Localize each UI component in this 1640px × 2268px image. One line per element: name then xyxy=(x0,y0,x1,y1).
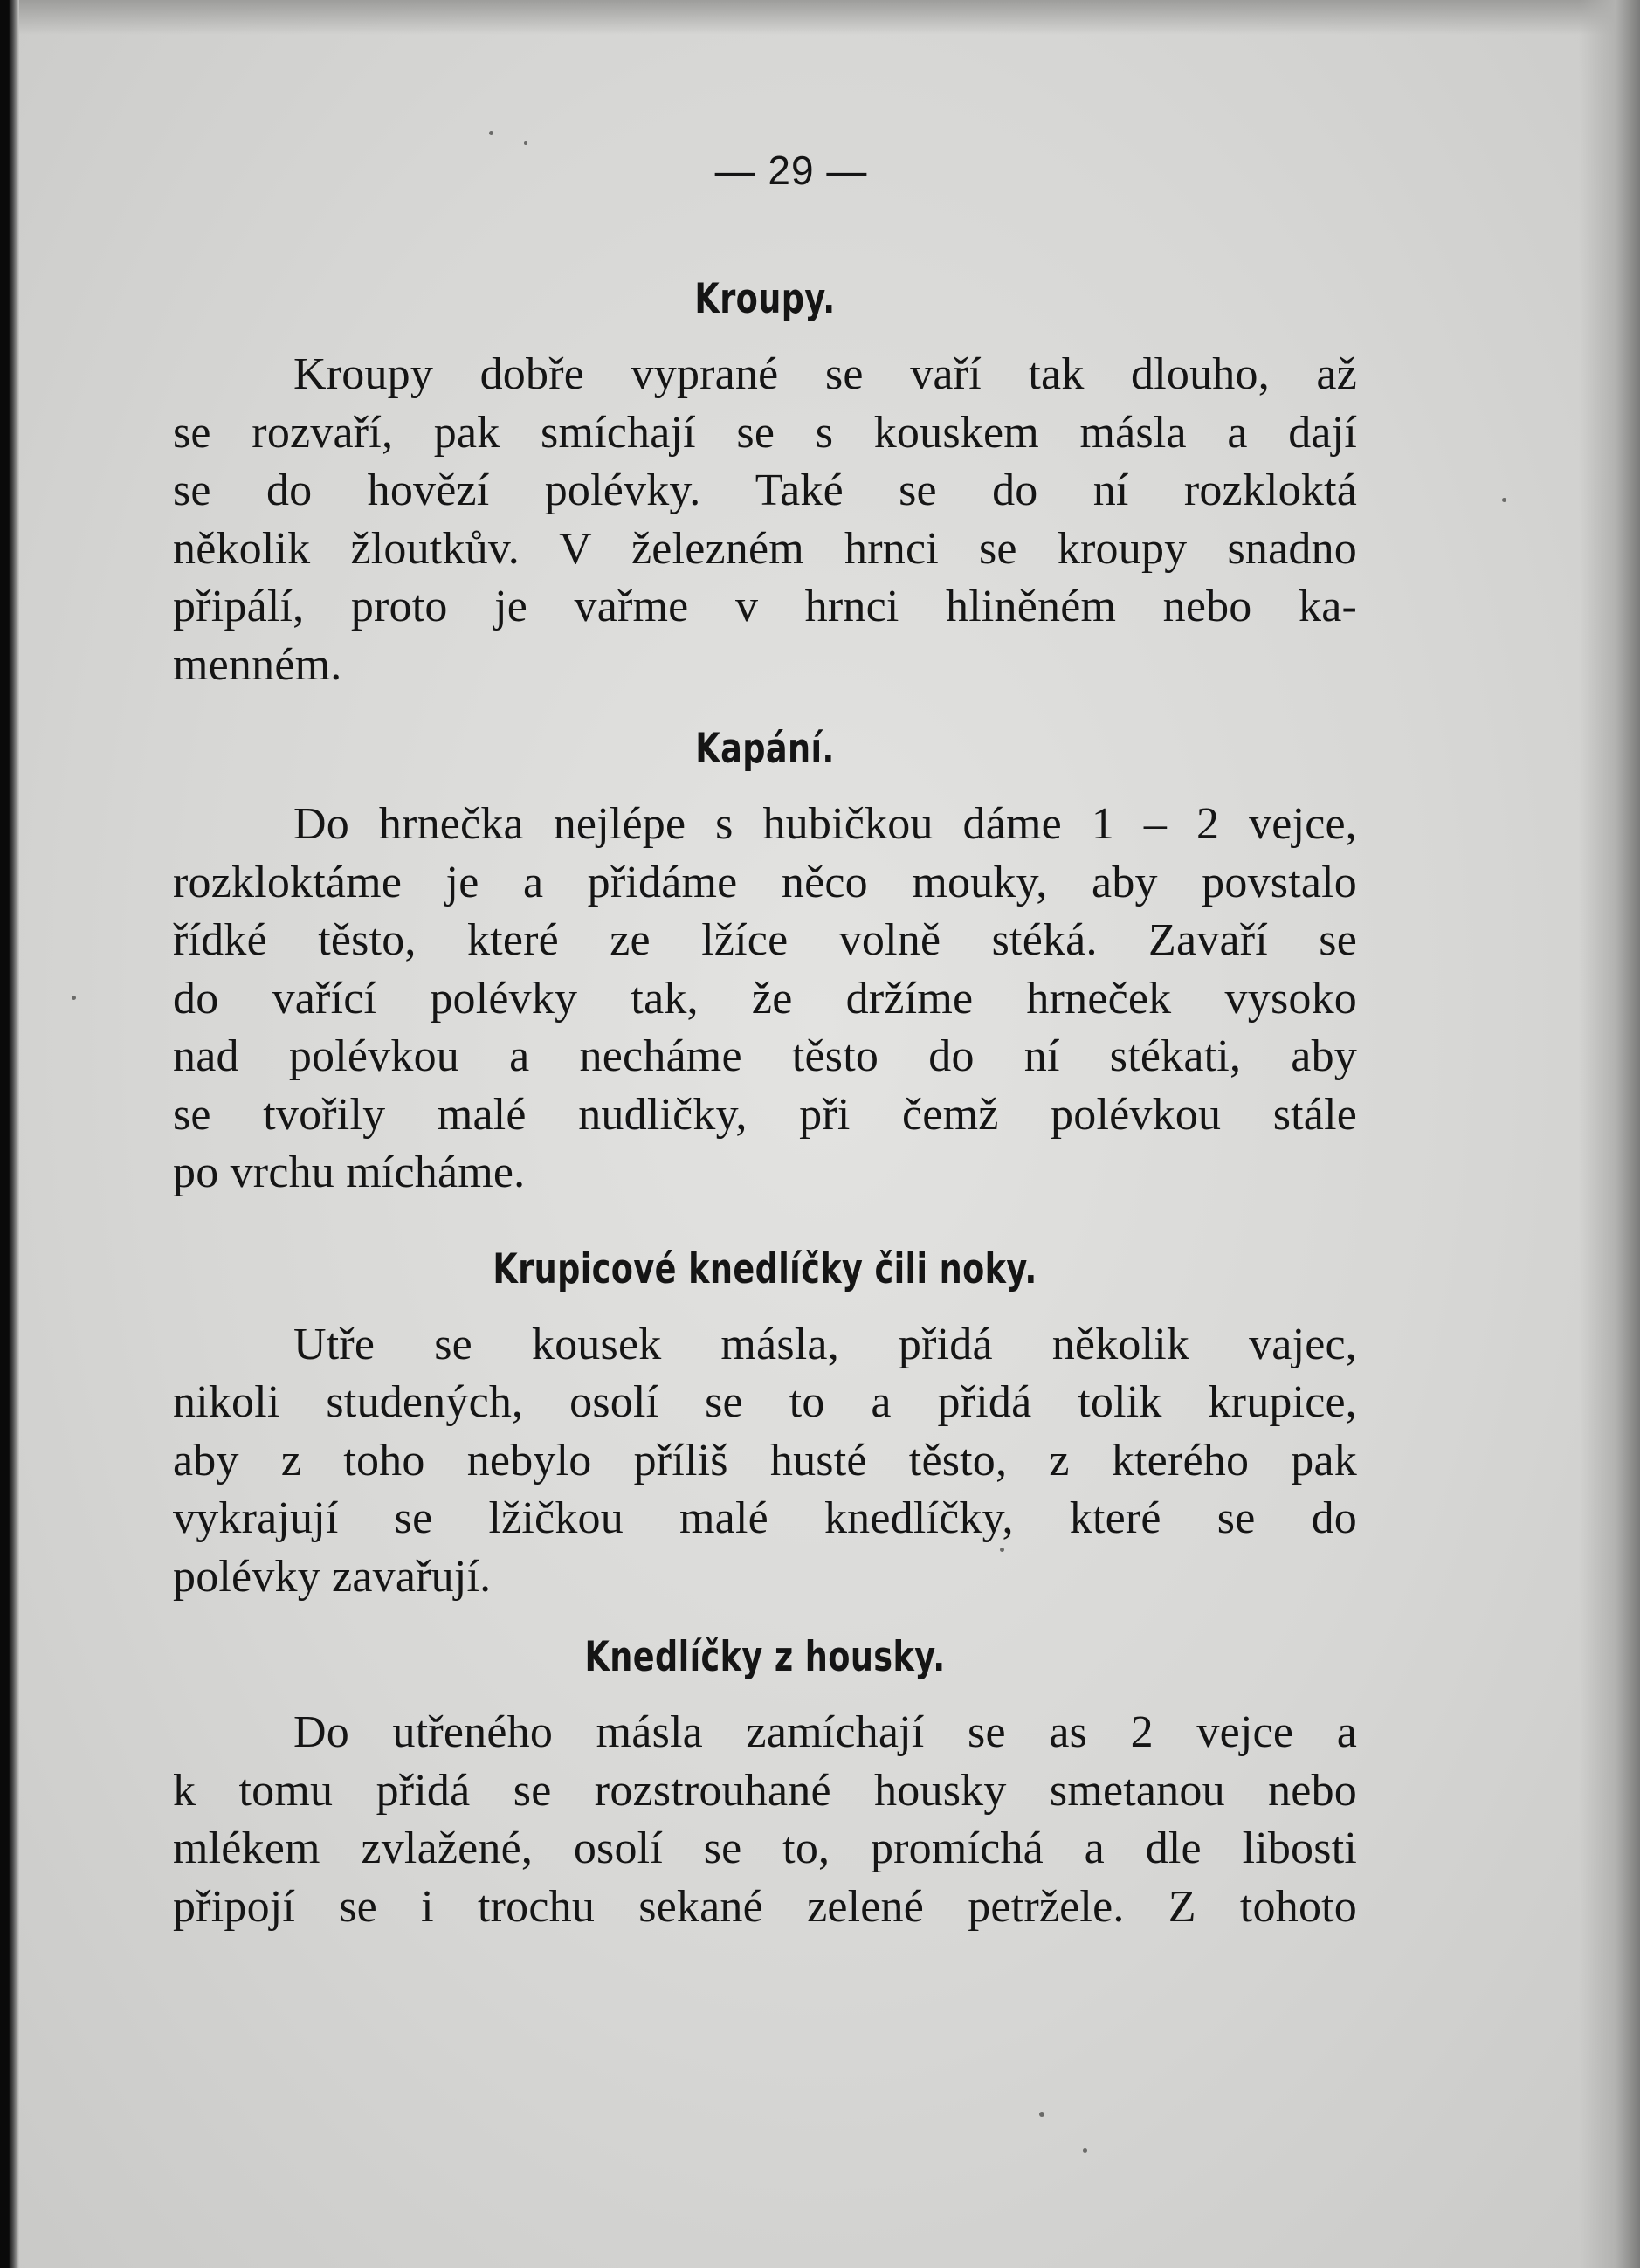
print-speck xyxy=(72,996,76,1000)
paragraph-krupicove-knedlicky xyxy=(173,1316,1357,1607)
print-speck xyxy=(1502,498,1506,502)
text-line: se do hovězí polévky. Také se do ní rozkloktá xyxy=(173,465,1357,515)
text-line: nad polévkou a necháme těsto do ní stékati, aby xyxy=(173,1031,1357,1081)
text-line: připojí se i trochu sekané zelené petržele. Z tohoto xyxy=(173,1881,1357,1932)
text-line: Kroupy dobře vyprané se vaří tak dlouho, až xyxy=(293,349,1357,399)
text-line: se rozvaří, pak smíchají se s kouskem másla a dají xyxy=(173,407,1357,458)
section-heading-kroupy: Kroupy. xyxy=(694,275,836,323)
text-line: řídké těsto, které ze lžíce volně stéká. Zavaří se xyxy=(173,915,1357,965)
paragraph-kapani xyxy=(173,796,1357,1203)
page-text-column xyxy=(173,140,1357,1936)
page-left-binding-edge xyxy=(0,0,19,2268)
section-heading-kapani: Kapání. xyxy=(695,725,835,773)
text-line: nikoli studených, osolí se to a přidá tolik krupice, xyxy=(173,1377,1357,1427)
text-line: k tomu přidá se rozstrouhané housky smetanou nebo xyxy=(173,1765,1357,1816)
paragraph-knedlicky-z-housky xyxy=(173,1704,1357,1936)
page-right-shadow xyxy=(1579,0,1640,2268)
text-line: připálí, proto je vařme v hrnci hliněném nebo ka- xyxy=(173,582,1357,631)
text-line: aby z toho nebylo příliš husté těsto, z kterého pak xyxy=(173,1435,1357,1486)
print-speck xyxy=(1083,2148,1087,2153)
text-line: rozkloktáme je a přidáme něco mouky, aby povstalo xyxy=(173,857,1357,907)
text-line: mlékem zvlažené, osolí se to, promíchá a dle libosti xyxy=(173,1823,1357,1873)
text-line: se tvořily malé nudličky, při čemž polévkou stále xyxy=(173,1089,1357,1140)
text-line: Do utřeného másla zamíchají se as 2 vejce a xyxy=(293,1707,1357,1757)
page-number: — 29 — xyxy=(714,148,868,193)
text-line: několik žloutkův. V železném hrnci se kroupy snadno xyxy=(173,523,1357,574)
paragraph-kroupy xyxy=(173,346,1357,694)
section-heading-knedlicky-z-housky: Knedlíčky z housky. xyxy=(584,1633,946,1681)
text-line: polévky zavařují. xyxy=(173,1551,492,1602)
page-top-shadow xyxy=(0,0,1640,35)
text-line: Utře se kousek másla, přidá několik vajec, xyxy=(293,1319,1357,1369)
print-speck xyxy=(489,131,493,135)
print-speck xyxy=(1039,2112,1044,2117)
text-line: do vařící polévky tak, že držíme hrneček vysoko xyxy=(173,973,1357,1024)
text-line: menném. xyxy=(173,639,342,690)
section-heading-krupicove-knedlicky: Krupicové knedlíčky čili noky. xyxy=(493,1244,1037,1293)
text-line: po vrchu mícháme. xyxy=(173,1148,526,1197)
text-line: vykrajují se lžičkou malé knedlíčky, které se do xyxy=(173,1493,1357,1543)
text-line: Do hrnečka nejlépe s hubičkou dáme 1 – 2 vejce, xyxy=(293,799,1357,849)
